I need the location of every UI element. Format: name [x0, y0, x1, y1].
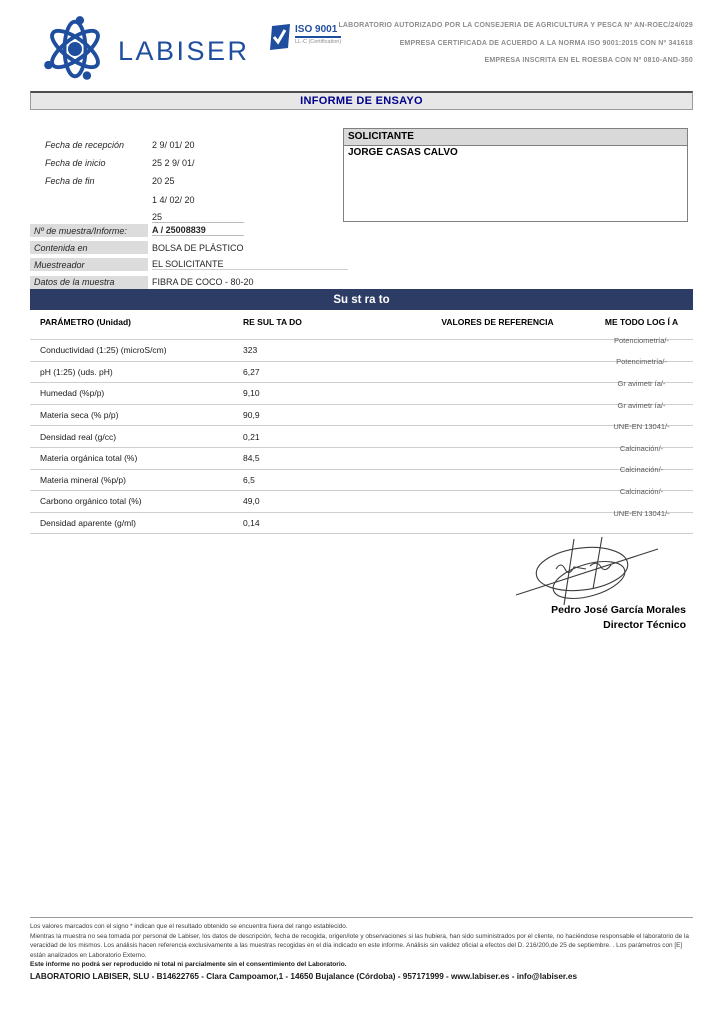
date-label: Fecha de fin: [45, 176, 95, 187]
field-row: [30, 239, 360, 256]
cell-result: 323: [243, 345, 258, 356]
iso-badge-subtitle: LL-C (Certification): [295, 39, 342, 45]
table-row: [30, 508, 693, 535]
field-value: A / 25008839: [152, 225, 360, 236]
solicitante-header: SOLICITANTE: [344, 129, 687, 146]
signature-block: [551, 603, 686, 633]
field-label: Contenida en: [30, 241, 148, 254]
col-header-reference: VALORES DE REFERENCIA: [441, 317, 554, 327]
cell-parameter: pH (1:25) (uds. pH): [40, 366, 113, 377]
atom-logo-icon: [36, 14, 114, 89]
cell-parameter: Materia seca (% p/p): [40, 410, 119, 421]
field-value: BOLSA DE PLÁSTICO: [152, 242, 244, 253]
field-value: FIBRA DE COCO - 80-20: [152, 277, 254, 288]
col-header-result: RE SUL TA DO: [243, 317, 302, 327]
cell-methodology: Gr avimetr ía/-: [617, 400, 666, 410]
cell-methodology: Gr avimetr ía/-: [617, 378, 666, 388]
field-label: Nº de muestra/Informe:: [30, 224, 148, 237]
results-table-rows: [30, 335, 693, 534]
footer: [30, 922, 693, 992]
iso-9001-badge: [268, 24, 341, 55]
section-title: Su st ra to: [333, 293, 390, 306]
labiser-logo: [36, 14, 250, 89]
solicitante-name: JORGE CASAS CALVO: [348, 147, 458, 158]
field-row: [30, 256, 360, 273]
certification-line: LABORATORIO AUTORIZADO POR LA CONSEJERIA DE AGRICULTURA Y PESCA Nº AN-ROEC/24/029: [338, 22, 693, 29]
cell-parameter: Densidad aparente (g/ml): [40, 518, 136, 529]
footer-contact: LABORATORIO LABISER, SLU - B14622765 - Clara Campoamor,1 - 14650 Bujalance (Córdoba) - 957171999 - www.labiser.es - info@labiser.es: [30, 972, 578, 982]
iso-badge-title: ISO 9001: [295, 24, 341, 38]
field-row: [30, 222, 360, 239]
report-title-bar: [30, 91, 693, 110]
date-value: 20 25: [152, 176, 175, 187]
date-row: [30, 154, 340, 172]
sample-fields: [30, 222, 360, 291]
iso-check-icon: [268, 24, 290, 55]
footer-note: Mientras la muestra no sea tomada por personal de Labiser, los datos de descripción, fecha de recogida, origen/lote y observaciones si las hubiera, han sido suministrados por el cliente, no haciéndose responsable el laboratorio de la veracidad de los mismos. Los análisis hacen referencia exclusivamente a las muestras recogidas en el día indicado en este informe. Análisis sin validez oficial a efectos del D. 216/200,de 25 de septiembre. . Los parámetros con [E] están analizados en Laboratorio Externo.: [30, 932, 689, 959]
cell-parameter: Humedad (%p/p): [40, 388, 105, 399]
cell-methodology: Calcinación/-: [619, 443, 664, 453]
cell-parameter: Densidad real (g/cc): [40, 431, 117, 442]
results-table: [30, 317, 693, 534]
certification-line: EMPRESA CERTIFICADA DE ACUERDO A LA NORMA ISO 9001:2015 CON Nº 341618: [399, 39, 693, 47]
cell-result: 6,27: [243, 366, 260, 377]
col-header-parameter: PARÁMETRO (Unidad): [40, 317, 131, 327]
cell-result: 49,0: [243, 496, 260, 507]
date-row: [30, 191, 340, 209]
footer-note: Los valores marcados con el signo * indican que el resultado obtenido se encuentra fuera del rango establecido.: [30, 923, 348, 930]
date-value: 2 9/ 01/ 20: [152, 140, 195, 151]
signer-name: Pedro José García Morales: [551, 604, 686, 616]
cell-result: 9,10: [243, 388, 260, 399]
field-label: Datos de la muestra: [30, 276, 148, 289]
cell-result: 0,14: [243, 518, 260, 529]
cell-methodology: Calcinación/-: [619, 486, 664, 496]
cell-methodology: UNE-EN 13041/-: [613, 508, 670, 518]
date-label: Fecha de inicio: [45, 158, 106, 169]
certification-line: EMPRESA INSCRITA EN EL ROESBA CON Nº 0810-AND-350: [484, 57, 693, 64]
footer-divider: [30, 917, 693, 918]
cell-result: 0,21: [243, 431, 260, 442]
cell-parameter: Materia mineral (%p/p): [40, 474, 126, 485]
footer-disclaimer: Este informe no podrá ser reproducido ni total ni parcialmente sin el consentimiento del Laboratorio.: [30, 961, 347, 969]
cell-parameter: Conductividad (1:25) (microS/cm): [40, 345, 167, 356]
signer-title: Director Técnico: [603, 619, 686, 631]
cell-parameter: Carbono orgánico total (%): [40, 496, 142, 507]
section-bar-sustrato: [30, 289, 693, 310]
cell-methodology: UNE-EN 13041/-: [613, 422, 670, 432]
date-value: 1 4/ 02/ 20: [152, 194, 195, 205]
cell-methodology: Potencimetría/-: [616, 357, 667, 367]
date-row: [30, 172, 340, 190]
cell-methodology: Calcinación/-: [619, 465, 664, 475]
logo-wordmark: LABISER: [118, 36, 250, 66]
date-value: 25 2 9/ 01/: [152, 158, 195, 169]
field-value: EL SOLICITANTE: [152, 259, 360, 270]
solicitante-box: [343, 128, 688, 222]
sample-dates: [30, 136, 340, 227]
cell-result: 6,5: [243, 474, 255, 485]
date-label: Fecha de recepción: [45, 140, 125, 151]
date-value: 25: [152, 212, 340, 223]
report-title: INFORME DE ENSAYO: [300, 95, 423, 107]
field-label: Muestreador: [30, 258, 148, 271]
date-row: [30, 136, 340, 154]
cell-result: 84,5: [243, 453, 260, 464]
cell-methodology: Potenciometría/-: [613, 335, 670, 345]
certification-lines: [338, 22, 693, 75]
col-header-methodology: ME TODO LOG Í A: [604, 317, 679, 327]
cell-result: 90,9: [243, 410, 260, 421]
cell-parameter: Materia orgánica total (%): [40, 453, 138, 464]
